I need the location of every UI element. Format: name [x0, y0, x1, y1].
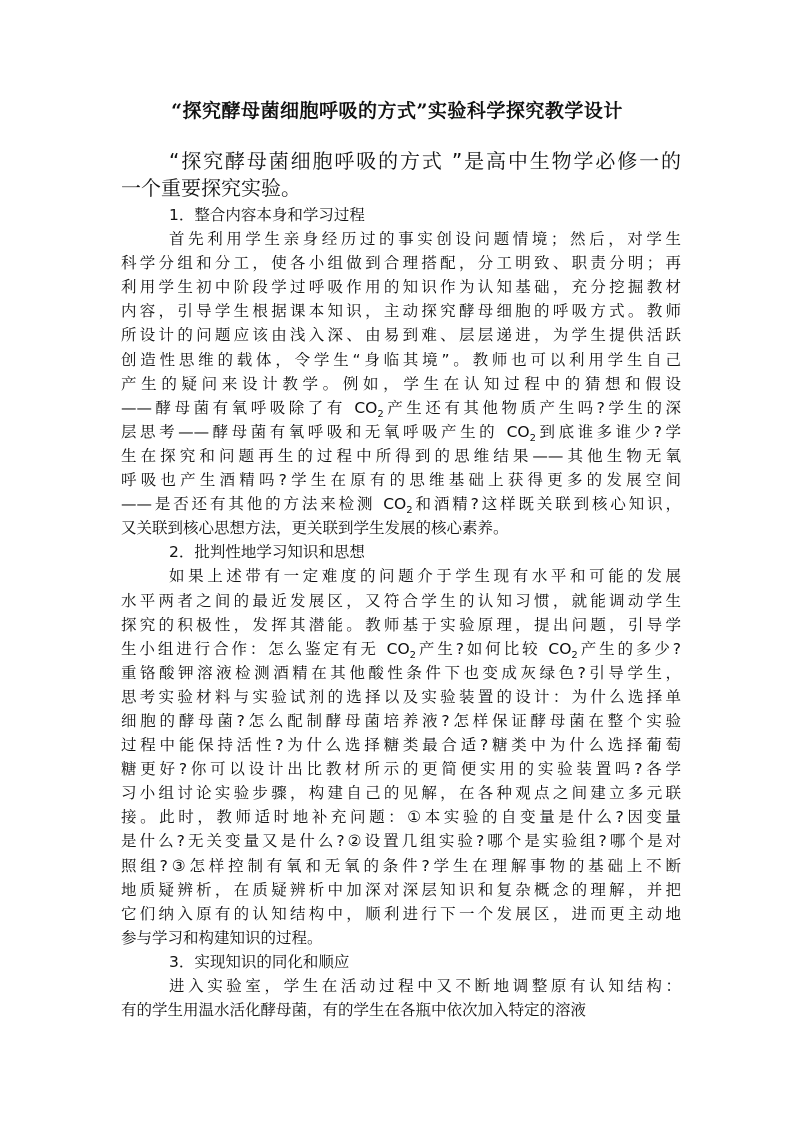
paragraph-line: 科学分组和分工，使各小组做到合理搭配，分工明致、职责分明；再	[121, 254, 681, 273]
line-text: 到底谁多谁少?学	[536, 422, 681, 441]
section-3-heading: 3．实现知识的同化和顺应	[169, 952, 350, 971]
line-text: ——是否还有其他的方法来检测 CO	[121, 495, 407, 514]
subscript-text: 2	[529, 432, 536, 444]
line-text: 层思考——酵母菌有氧呼吸和无氧呼吸产生的 CO	[121, 422, 530, 441]
paragraph-line: 它们纳入原有的认知结构中，顺利进行下一个发展区，进而更主动地	[121, 904, 681, 923]
subscript-text: 2	[377, 408, 384, 420]
paragraph-line: 思考实验材料与实验试剂的选择以及实验装置的设计：为什么选择单	[121, 687, 681, 706]
line-text: 产生的多少?	[577, 639, 681, 658]
paragraph-line: 是什么?无关变量又是什么?②设置几组实验?哪个是实验组?哪个是对	[121, 832, 681, 851]
paragraph-line: 重铬酸钾溶液检测酒精在其他酸性条件下也变成灰绿色?引导学生，	[121, 663, 681, 682]
section-3-paragraph	[121, 974, 681, 1022]
intro-line: “探究酵母菌细胞呼吸的方式 ”是高中生物学必修一的	[169, 149, 681, 173]
line-text: 生小组进行合作：怎么鉴定有无 CO	[121, 639, 410, 658]
paragraph-line: 接。此时，教师适时地补充问题：①本实验的自变量是什么?因变量	[121, 808, 681, 827]
paragraph-line: 过程中能保持活性?为什么选择糖类最合适?糖类中为什么选择葡萄	[121, 736, 681, 755]
line-text: 和酒精?这样既关联到核心知识，	[412, 495, 681, 514]
paragraph-line: 生在探究和问题再生的过程中所得到的思维结果——其他生物无氧	[121, 446, 681, 465]
paragraph-line: 所设计的问题应该由浅入深、由易到难、层层递进，为学生提供活跃	[121, 326, 681, 345]
subscript-text: 2	[406, 505, 413, 517]
paragraph-line: 糖更好?你可以设计出比教材所示的更简便实用的实验装置吗?各学	[121, 760, 681, 779]
paragraph-line	[121, 492, 681, 516]
section-2-heading: 2．批判性地学习知识和思想	[169, 543, 365, 562]
document-body	[121, 203, 681, 1022]
paragraph-line: 产生的疑问来设计教学。例如，学生在认知过程中的猜想和假设	[121, 374, 681, 393]
paragraph-line: 如果上述带有一定难度的问题介于学生现有水平和可能的发展	[169, 567, 681, 586]
paragraph-line: 有的学生用温水活化酵母菌，有的学生在各瓶中依次加入特定的溶液	[121, 1001, 587, 1020]
intro-line: 一个重要探究实验。	[121, 176, 301, 200]
section-1-heading: 1．整合内容本身和学习过程	[169, 206, 365, 224]
paragraph-line: 地质疑辨析，在质疑辨析中加深对深层知识和复杂概念的理解，并把	[121, 880, 681, 899]
paragraph-line	[121, 396, 681, 420]
paragraph-line: 利用学生初中阶段学过呼吸作用的知识作为认知基础，充分挖掘教材	[121, 278, 681, 297]
intro-paragraph	[121, 148, 681, 202]
paragraph-line: 内容，引导学生根据课本知识，主动探究酵母细胞的呼吸方式。教师	[121, 302, 681, 321]
paragraph-line: 创造性思维的载体，令学生“身临其境”。教师也可以利用学生自己	[121, 350, 681, 369]
paragraph-line: 首先利用学生亲身经历过的事实创设问题情境；然后，对学生	[169, 230, 681, 249]
section-2-paragraph	[121, 564, 681, 950]
subscript-text: 2	[571, 649, 578, 661]
paragraph-line: 进入实验室，学生在活动过程中又不断地调整原有认知结构：	[169, 977, 681, 995]
paragraph-line: 参与学习和构建知识的过程。	[121, 928, 323, 947]
paragraph-line: 又关联到核心思想方法，更关联到学生发展的核心素养。	[121, 519, 509, 538]
paragraph-line: 呼吸也产生酒精吗?学生在原有的思维基础上获得更多的发展空间	[121, 471, 681, 490]
section-1-paragraph	[121, 227, 681, 540]
paragraph-line: 照组?③怎样控制有氧和无氧的条件?学生在理解事物的基础上不断	[121, 856, 681, 875]
subscript-text: 2	[409, 649, 417, 661]
paragraph-line: 探究的积极性，发挥其潜能。教师基于实验原理，提出问题，引导学	[121, 615, 681, 634]
document-title: “探究酵母菌细胞呼吸的方式”实验科学探究教学设计	[171, 100, 623, 122]
paragraph-line: 习小组讨论实验步骤，构建自己的见解，在各种观点之间建立多元联	[121, 784, 681, 803]
paragraph-line: 细胞的酵母菌?怎么配制酵母菌培养液?怎样保证酵母菌在整个实验	[121, 711, 681, 730]
paragraph-line	[121, 637, 681, 661]
paragraph-line: 水平两者之间的最近发展区，又符合学生的认知习惯，就能调动学生	[121, 591, 681, 610]
line-text: 产生?如何比较 CO	[416, 639, 572, 658]
paragraph-line	[121, 420, 681, 444]
line-text: 产生还有其他物质产生吗?学生的深	[383, 398, 681, 417]
line-text: ——酵母菌有氧呼吸除了有 CO	[121, 398, 378, 417]
